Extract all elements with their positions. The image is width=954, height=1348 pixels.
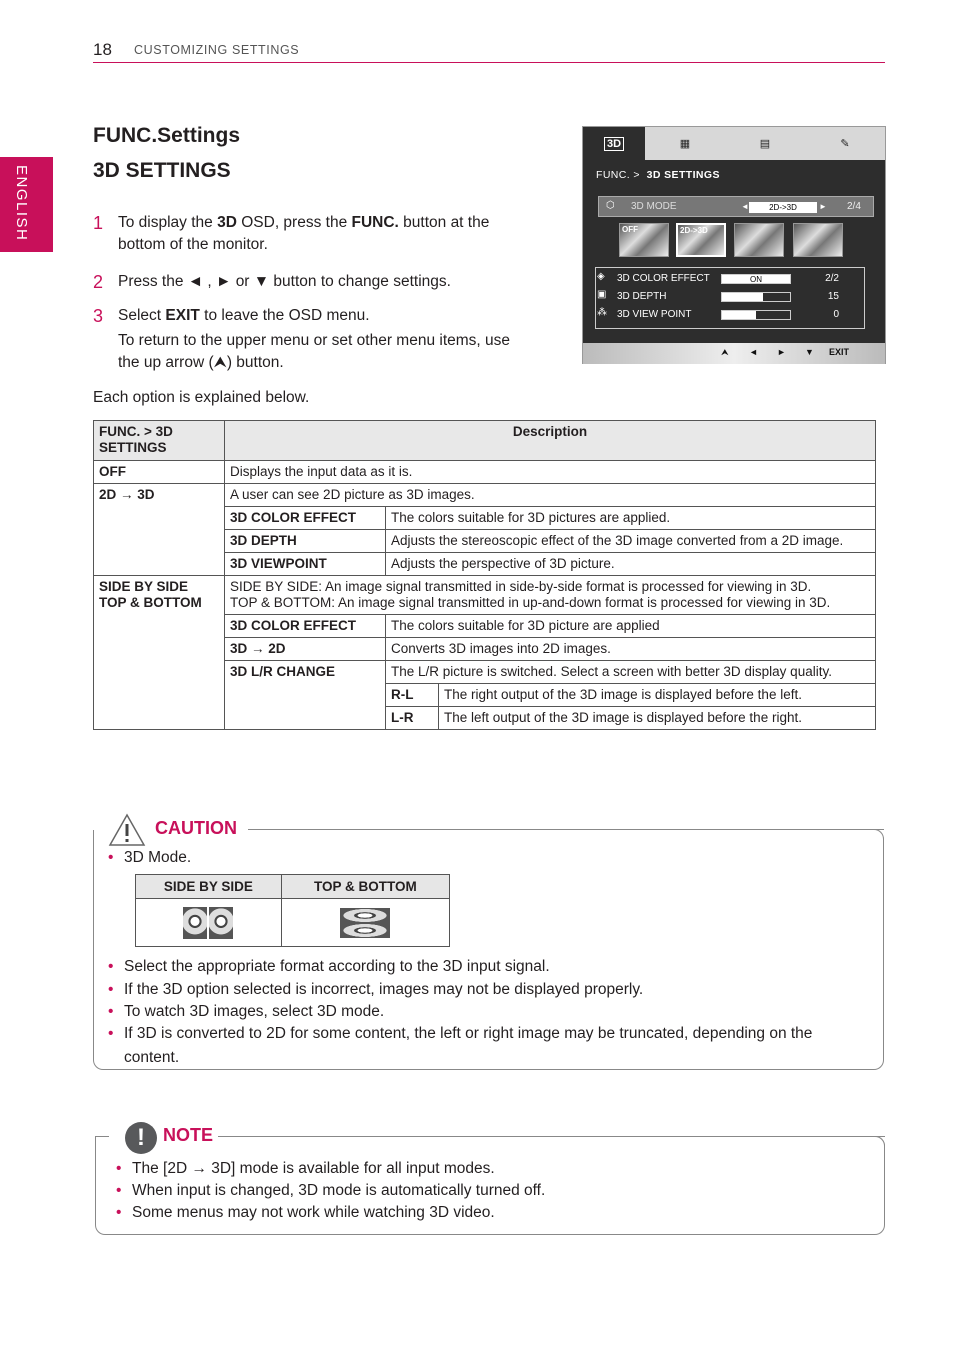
osd-screenshot <box>582 126 886 364</box>
caution-rule <box>248 829 884 830</box>
left-icon: ◄ <box>749 347 758 357</box>
osd-tab-3d: 3D <box>583 127 645 160</box>
table-row: 3D → 2D Converts 3D images into 2D images. <box>94 638 876 661</box>
table-header-col1: FUNC. > 3D SETTINGS <box>94 421 225 461</box>
osd-tab-settings-icon: ✎ <box>840 138 850 150</box>
osd-row-viewpoint: ⁂ 3D VIEW POINT 0 <box>597 307 839 320</box>
osd-mode-value: 2D->3D <box>749 202 817 213</box>
arrow-left-icon: ◄ <box>741 202 749 211</box>
table-row: 3D COLOR EFFECT The colors suitable for 3D pictures are applied. <box>94 507 876 530</box>
down-icon: ▼ <box>805 347 814 357</box>
sbs-image <box>136 899 282 947</box>
osd-mode-row: ⬡ 3D MODE ◄ 2D->3D ► 2/4 <box>598 196 874 217</box>
exclamation-icon: ! <box>125 1122 157 1154</box>
osd-row-depth: ▣ 3D DEPTH 15 <box>597 289 839 302</box>
step-text: Select EXIT to leave the OSD menu. To return to the upper menu or set other menu items, use the up arrow (⮝) button. <box>118 307 511 371</box>
note-rule-left <box>95 1136 109 1137</box>
table-row: OFF Displays the input data as it is. <box>94 461 876 484</box>
osd-row-color: ◈ 3D COLOR EFFECT ON 2/2 <box>597 271 839 284</box>
mode-header-sbs: SIDE BY SIDE <box>136 875 282 899</box>
caution-title: CAUTION <box>155 818 237 838</box>
tb-image <box>281 899 449 947</box>
step-number: 2 <box>93 272 104 292</box>
cube-icon: ⬡ <box>606 200 615 211</box>
mode-table <box>135 874 450 947</box>
table-row: 3D DEPTH Adjusts the stereoscopic effect of the 3D image converted from a 2D image. <box>94 530 876 553</box>
intro-text: Each option is explained below. <box>93 389 310 406</box>
table-header-col2: Description <box>225 421 876 461</box>
up-arrow-icon: ⮝ <box>213 354 227 371</box>
osd-tab-picture-icon: ▦ <box>679 138 691 150</box>
table-row: 2D → 3D A user can see 2D picture as 3D images. <box>94 484 876 507</box>
osd-breadcrumb: FUNC. > 3D SETTINGS <box>596 169 720 181</box>
up-icon: ⮝ <box>721 347 729 357</box>
page-subtitle: 3D SETTINGS <box>93 159 231 182</box>
osd-tab-screen-icon: ▤ <box>759 138 771 150</box>
table-row: R-L The right output of the 3D image is displayed before the left. <box>94 684 876 707</box>
viewpoint-icon: ⁂ <box>597 307 607 318</box>
header-rule <box>93 62 885 63</box>
step-text: Press the ◄ , ► or ▼ button to change settings. <box>118 273 451 290</box>
table-row: 3D L/R CHANGE The L/R picture is switched. Select a screen with better 3D display quality. <box>94 661 876 684</box>
table-row: 3D COLOR EFFECT The colors suitable for 3D picture are applied <box>94 615 876 638</box>
page-number: 18 <box>93 40 112 59</box>
mode-header-tb: TOP & BOTTOM <box>281 875 449 899</box>
arrow-right-icon: ► <box>819 202 827 211</box>
osd-thumb-tb <box>793 223 843 257</box>
osd-thumb-2d3d: 2D->3D <box>676 223 726 257</box>
language-tab <box>0 157 53 252</box>
page-title: FUNC.Settings <box>93 124 240 147</box>
table-row: SIDE BY SIDE TOP & BOTTOM SIDE BY SIDE: An image signal transmitted in side-by-side format is processed for viewing in 3D. TOP & BOTTOM: An image signal transmitted in up-and-down format is processed for viewing in 3D. <box>94 576 876 615</box>
note-corner <box>866 1136 885 1155</box>
table-row: L-R The left output of the 3D image is displayed before the right. <box>94 707 876 730</box>
step-number: 1 <box>93 213 104 233</box>
settings-table <box>93 420 876 730</box>
osd-thumb-sbs <box>734 223 784 257</box>
depth-icon: ▣ <box>597 289 607 300</box>
step-text: To display the 3D OSD, press the FUNC. button at the bottom of the monitor. <box>118 214 490 253</box>
osd-footer <box>583 343 885 364</box>
warning-icon <box>108 813 146 847</box>
osd-tabs <box>583 127 885 160</box>
right-icon: ► <box>777 347 786 357</box>
section-title: CUSTOMIZING SETTINGS <box>134 43 300 57</box>
note-rule <box>218 1136 885 1137</box>
table-row: 3D VIEWPOINT Adjusts the perspective of 3D picture. <box>94 553 876 576</box>
language-label: ENGLISH <box>13 165 30 242</box>
osd-mode-count: 2/4 <box>847 201 861 212</box>
note-title: NOTE <box>163 1125 214 1145</box>
exit-label: EXIT <box>829 347 850 357</box>
step-number: 3 <box>93 306 104 326</box>
osd-thumb-off: OFF <box>619 223 669 257</box>
3d-color-icon: ◈ <box>597 271 605 282</box>
caution-corner <box>864 829 884 849</box>
